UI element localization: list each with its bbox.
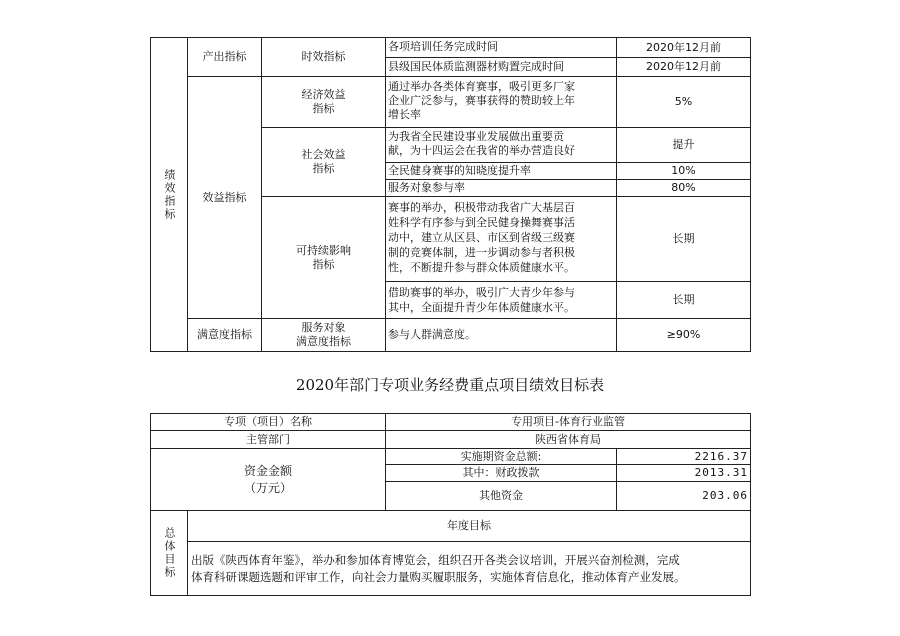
timeliness-value-2: 2020年12月前 [646,60,721,73]
sustainable-label: 可持续影响 指标 [296,243,351,271]
output-indicator-label: 产出指标 [202,50,247,63]
category-label: 绩效指标 [163,168,176,221]
social-item-1: 为我省全民建设事业发展做出重要贡 献，为十四运会在我省的举办营造良好 [388,130,575,157]
sustainable-value-2: 长期 [672,293,695,306]
dept-label: 主管部门 [246,432,290,446]
timeliness-value-1: 2020年12月前 [646,40,721,54]
funds-other-value: 203.06 [702,489,748,502]
timeliness-item-2: 县级国民体质监测器材购置完成时间 [388,60,564,73]
timeliness-item-1: 各项培训任务完成时间 [388,40,498,53]
economic-value: 5% [674,95,693,108]
social-item-2: 全民健身赛事的知晓度提升率 [388,164,531,177]
satisfaction-indicator-label: 满意度指标 [197,328,252,341]
project-name-label: 专项（项目）名称 [224,415,312,428]
benefit-indicator-label: 效益指标 [202,190,247,204]
social-item-3: 服务对象参与率 [388,181,465,194]
table-title: 2020年部门专项业务经费重点项目绩效目标表 [295,376,605,394]
satisfaction-label: 服务对象 满意度指标 [296,321,351,348]
annual-goal-label: 年度目标 [447,519,491,532]
funds-fiscal-label: 其中：财政拨款 [462,466,540,479]
funds-label: 资金金额 （万元） [243,463,292,495]
sustainable-item-2: 借助赛事的举办，吸引广大青少年参与 其中，全面提升青少年体质健康水平。 [388,286,575,314]
social-value-3: 80% [671,181,696,194]
project-name-value: 专用项目-体育行业监管 [511,415,625,428]
funds-total-value: 2216.37 [694,450,748,463]
sustainable-value-1: 长期 [672,232,695,245]
funds-other-label: 其他资金 [479,489,523,502]
social-label: 社会效益 指标 [301,148,346,175]
overall-label: 总体目标 [163,527,176,579]
funds-fiscal-value: 2013.31 [694,466,748,479]
dept-value: 陕西省体育局 [535,432,601,446]
social-value-1: 提升 [672,138,695,151]
satisfaction-value: ≥90% [666,328,701,341]
economic-item: 通过举办各类体育赛事，吸引更多厂家 企业广泛参与，赛事获得的赞助较上年 增长率 [388,80,575,121]
timeliness-indicator-label: 时效指标 [301,50,346,63]
social-value-2: 10% [671,164,696,177]
satisfaction-item: 参与人群满意度。 [388,328,476,341]
funds-total-label: 实施期资金总额: [460,449,542,463]
annual-goal-text: 出版《陕西体育年鉴》，举办和参加体育博览会，组织召开各类会议培训，开展兴奋剂检测，完成 体育科研课题选题和评审工作，向社会力量购买履职服务，实施体育信息化，推动体育产业发展。 [191,553,686,584]
sustainable-item-1: 赛事的举办，积极带动我省广大基层百 姓科学有序参与到全民健身操舞赛事活 动中，建立从区县、市区到省级三级赛 制的竞赛体制，进一步调动参与者积极 性，不断提升参与群众体质健康水平。 [388,201,575,274]
economic-label: 经济效益 指标 [301,88,346,115]
